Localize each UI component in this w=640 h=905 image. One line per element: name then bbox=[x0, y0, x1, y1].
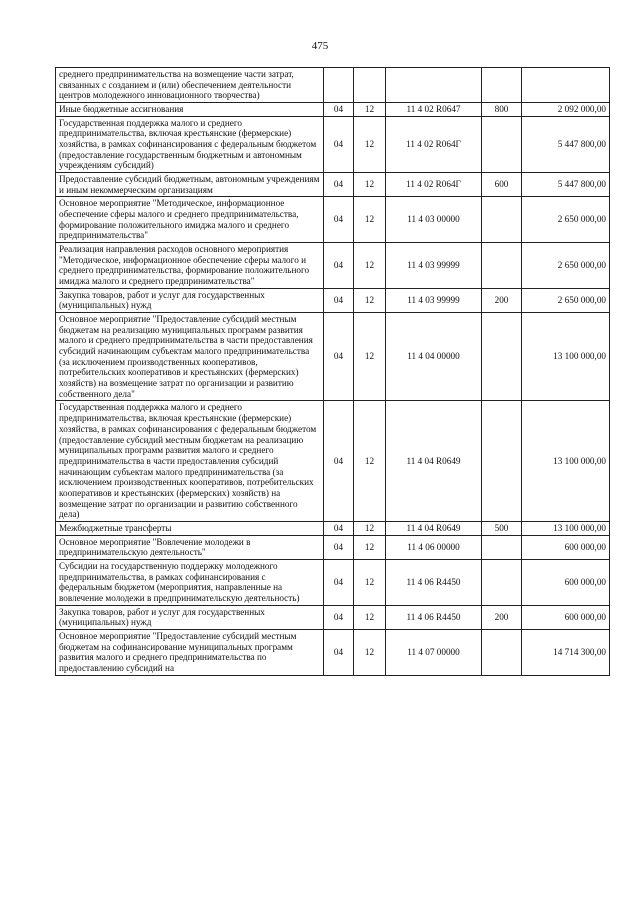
expense-type-cell bbox=[482, 68, 522, 103]
target-article-cell bbox=[386, 68, 482, 103]
target-article-cell: 11 4 04 R0649 bbox=[386, 521, 482, 535]
table-row bbox=[56, 288, 610, 312]
section-code-cell: 04 bbox=[324, 401, 354, 521]
target-article-cell: 11 4 06 R4450 bbox=[386, 605, 482, 629]
amount-cell bbox=[522, 68, 610, 103]
item-name-cell: Предоставление субсидий бюджетным, автономным учреждениям и иным некоммерческим организациям bbox=[56, 173, 324, 197]
section-code-cell: 04 bbox=[324, 559, 354, 605]
item-name-cell: Закупка товаров, работ и услуг для государственных (муниципальных) нужд bbox=[56, 288, 324, 312]
section-code-cell bbox=[324, 68, 354, 103]
table-row bbox=[56, 313, 610, 401]
table-row bbox=[56, 173, 610, 197]
amount-cell: 2 092 000,00 bbox=[522, 103, 610, 117]
amount-cell: 5 447 800,00 bbox=[522, 116, 610, 172]
table-row bbox=[56, 116, 610, 172]
table-row bbox=[56, 103, 610, 117]
section-code-cell: 04 bbox=[324, 103, 354, 117]
target-article-cell: 11 4 06 R4450 bbox=[386, 559, 482, 605]
item-name-cell: Основное мероприятие "Вовлечение молодежи в предпринимательскую деятельность" bbox=[56, 535, 324, 559]
expense-type-cell bbox=[482, 629, 522, 675]
table-row bbox=[56, 197, 610, 243]
target-article-cell: 11 4 07 00000 bbox=[386, 629, 482, 675]
item-name-cell: Иные бюджетные ассигнования bbox=[56, 103, 324, 117]
item-name-cell: Субсидии на государственную поддержку молодежного предпринимательства, в рамках софинансирования с федеральным бюджетом (мероприятия, направленные на вовлечение молодежи в предпринимательскую деятельность) bbox=[56, 559, 324, 605]
subsection-code-cell: 12 bbox=[354, 521, 386, 535]
item-name-cell: Закупка товаров, работ и услуг для государственных (муниципальных) нужд bbox=[56, 605, 324, 629]
budget-table-body bbox=[56, 68, 610, 676]
table-row bbox=[56, 521, 610, 535]
subsection-code-cell: 12 bbox=[354, 313, 386, 401]
expense-type-cell: 600 bbox=[482, 173, 522, 197]
amount-cell: 13 100 000,00 bbox=[522, 521, 610, 535]
expense-type-cell bbox=[482, 401, 522, 521]
item-name-cell: Основное мероприятие "Методическое, информационное обеспечение сферы малого и среднего предпринимательства, формирование положительного имиджа малого и среднего предпринимательства" bbox=[56, 197, 324, 243]
subsection-code-cell bbox=[354, 68, 386, 103]
subsection-code-cell: 12 bbox=[354, 288, 386, 312]
table-row bbox=[56, 401, 610, 521]
subsection-code-cell: 12 bbox=[354, 197, 386, 243]
amount-cell: 13 100 000,00 bbox=[522, 401, 610, 521]
expense-type-cell: 200 bbox=[482, 605, 522, 629]
amount-cell: 2 650 000,00 bbox=[522, 243, 610, 289]
amount-cell: 600 000,00 bbox=[522, 535, 610, 559]
item-name-cell: Межбюджетные трансферты bbox=[56, 521, 324, 535]
amount-cell: 2 650 000,00 bbox=[522, 197, 610, 243]
target-article-cell: 11 4 06 00000 bbox=[386, 535, 482, 559]
amount-cell: 14 714 300,00 bbox=[522, 629, 610, 675]
subsection-code-cell: 12 bbox=[354, 173, 386, 197]
section-code-cell: 04 bbox=[324, 116, 354, 172]
expense-type-cell bbox=[482, 197, 522, 243]
target-article-cell: 11 4 02 R0647 bbox=[386, 103, 482, 117]
section-code-cell: 04 bbox=[324, 197, 354, 243]
table-row bbox=[56, 68, 610, 103]
subsection-code-cell: 12 bbox=[354, 116, 386, 172]
target-article-cell: 11 4 03 00000 bbox=[386, 197, 482, 243]
expense-type-cell: 500 bbox=[482, 521, 522, 535]
subsection-code-cell: 12 bbox=[354, 559, 386, 605]
item-name-cell: Реализация направления расходов основного мероприятия "Методическое, информационное обеспечение сферы малого и среднего предпринимательства, формирование положительного имиджа малого и среднего предпринимательства" bbox=[56, 243, 324, 289]
subsection-code-cell: 12 bbox=[354, 103, 386, 117]
amount-cell: 5 447 800,00 bbox=[522, 173, 610, 197]
target-article-cell: 11 4 04 R0649 bbox=[386, 401, 482, 521]
expense-type-cell bbox=[482, 559, 522, 605]
target-article-cell: 11 4 03 99999 bbox=[386, 243, 482, 289]
subsection-code-cell: 12 bbox=[354, 629, 386, 675]
item-name-cell: Основное мероприятие "Предоставление субсидий местным бюджетам на реализацию муниципальных программ развития малого и среднего предпринимательства в части предоставления субсидий начинающим субъектам малого предпринимательства (за исключением производственных кооперативов, потребительских кооперативов и крестьянских (фермерских) хозяйств) на возмещение затрат по организации и развитию собственного дела" bbox=[56, 313, 324, 401]
section-code-cell: 04 bbox=[324, 243, 354, 289]
section-code-cell: 04 bbox=[324, 605, 354, 629]
target-article-cell: 11 4 02 R064Г bbox=[386, 173, 482, 197]
table-row bbox=[56, 535, 610, 559]
expense-type-cell bbox=[482, 313, 522, 401]
expense-type-cell bbox=[482, 116, 522, 172]
section-code-cell: 04 bbox=[324, 535, 354, 559]
expense-type-cell bbox=[482, 535, 522, 559]
section-code-cell: 04 bbox=[324, 173, 354, 197]
target-article-cell: 11 4 02 R064Г bbox=[386, 116, 482, 172]
amount-cell: 600 000,00 bbox=[522, 605, 610, 629]
expense-type-cell: 800 bbox=[482, 103, 522, 117]
section-code-cell: 04 bbox=[324, 521, 354, 535]
subsection-code-cell: 12 bbox=[354, 535, 386, 559]
amount-cell: 2 650 000,00 bbox=[522, 288, 610, 312]
target-article-cell: 11 4 03 99999 bbox=[386, 288, 482, 312]
item-name-cell: Государственная поддержка малого и среднего предпринимательства, включая крестьянские (фермерские) хозяйства, в рамках софинансирования с федеральным бюджетом (предоставление государственным бюджетным и автономным учреждениям субсидий) bbox=[56, 116, 324, 172]
expense-type-cell: 200 bbox=[482, 288, 522, 312]
subsection-code-cell: 12 bbox=[354, 401, 386, 521]
amount-cell: 13 100 000,00 bbox=[522, 313, 610, 401]
table-row bbox=[56, 605, 610, 629]
section-code-cell: 04 bbox=[324, 313, 354, 401]
expense-type-cell bbox=[482, 243, 522, 289]
section-code-cell: 04 bbox=[324, 629, 354, 675]
subsection-code-cell: 12 bbox=[354, 243, 386, 289]
item-name-cell: Государственная поддержка малого и среднего предпринимательства, включая крестьянские (фермерские) хозяйства, в рамках софинансирования с федеральным бюджетом (предоставление субсидий местным бюджетам на реализацию муниципальных программ развития малого и среднего предпринимательства в части предоставления субсидий начинающим субъектам малого предпринимательства (за исключением производственных кооперативов, потребительских кооперативов и крестьянских (фермерских) хозяйств) на возмещение затрат по организации и развитию собственного дела) bbox=[56, 401, 324, 521]
subsection-code-cell: 12 bbox=[354, 605, 386, 629]
budget-table bbox=[55, 67, 610, 676]
page-number: 475 bbox=[311, 40, 329, 52]
table-row bbox=[56, 559, 610, 605]
table-row bbox=[56, 629, 610, 675]
table-row bbox=[56, 243, 610, 289]
section-code-cell: 04 bbox=[324, 288, 354, 312]
amount-cell: 600 000,00 bbox=[522, 559, 610, 605]
item-name-cell: среднего предпринимательства на возмещение части затрат, связанных с созданием и (или) обеспечением деятельности центров молодежного инновационного творчества) bbox=[56, 68, 324, 103]
item-name-cell: Основное мероприятие "Предоставление субсидий местным бюджетам на софинансирование муниципальных программ развития малого и среднего предпринимательства по предоставлению субсидий на bbox=[56, 629, 324, 675]
target-article-cell: 11 4 04 00000 bbox=[386, 313, 482, 401]
